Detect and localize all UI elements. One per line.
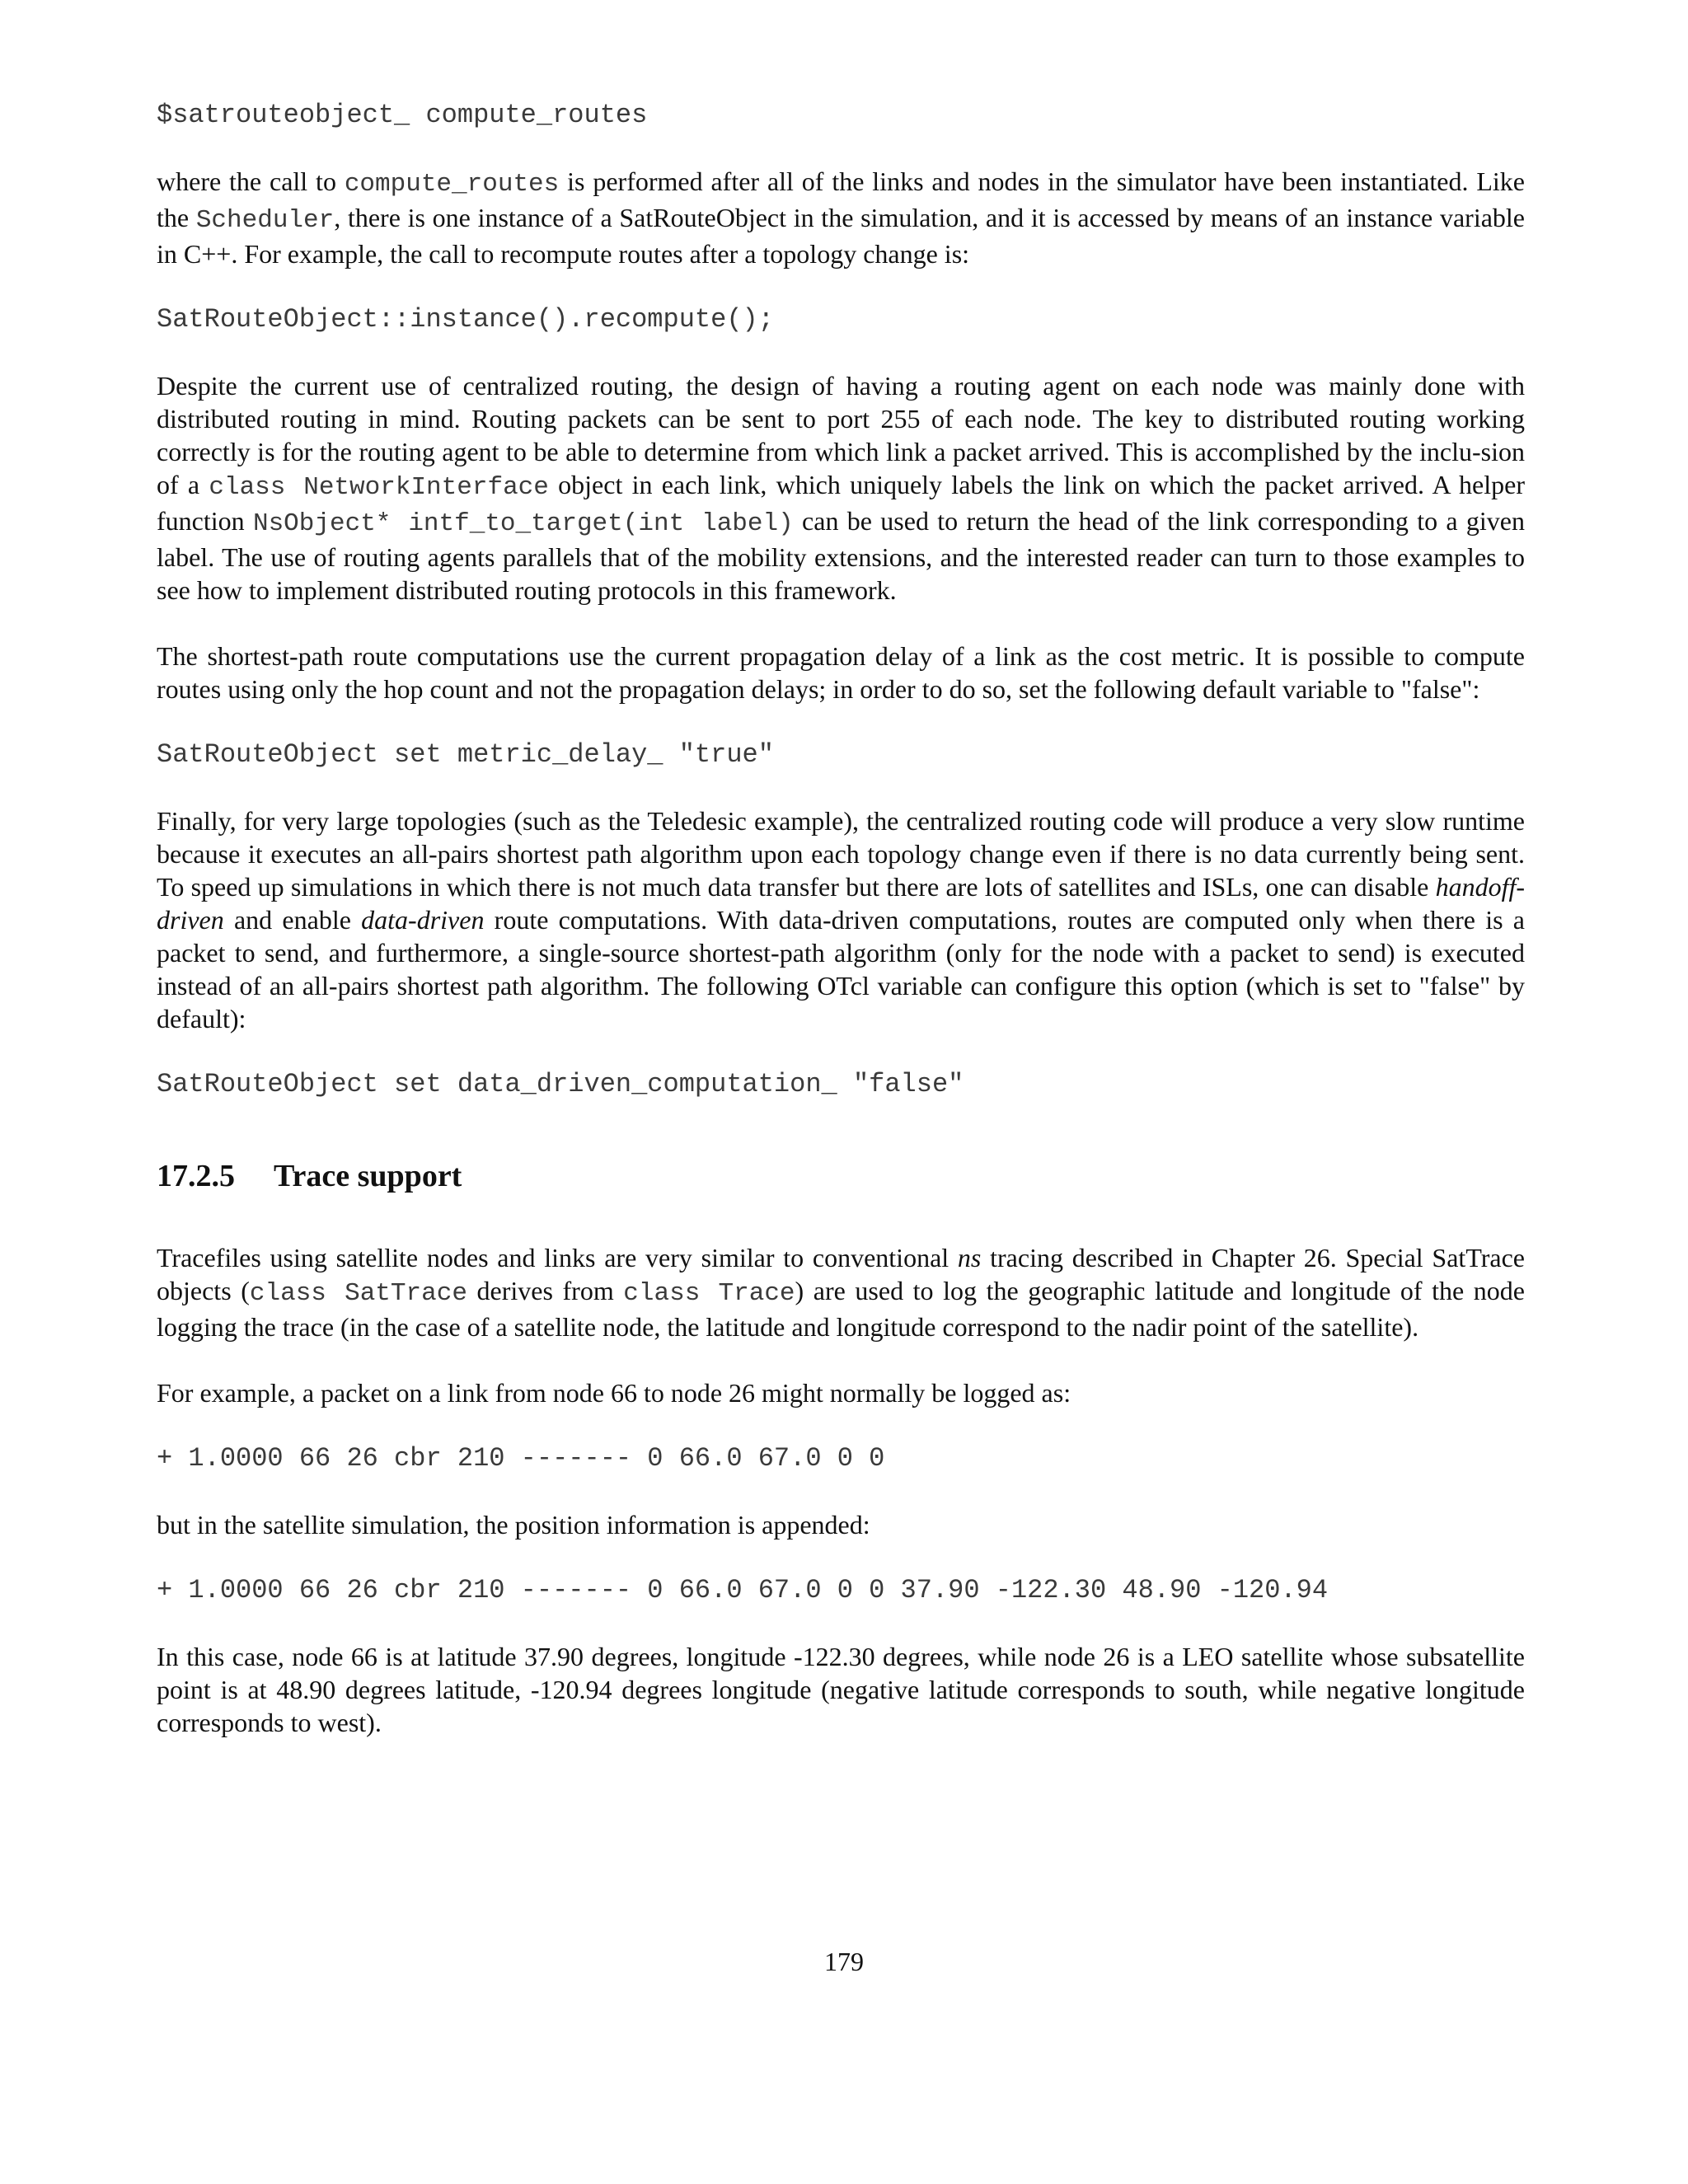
code-inline: class SatTrace — [249, 1279, 467, 1308]
code-compute-routes: $satrouteobject_ compute_routes — [157, 100, 648, 130]
paragraph-shortest-path: The shortest-path route computations use the current propagation delay of a link as the cost metric. It is possible to compute routes using only the hop count and not the propagation delays; in order to do so, set the following default variable to "false": — [157, 641, 1525, 704]
text: ) are used to log the geographic latitude and longitude of the node logging the trace (in the case of a satellite node, the latitude and longitude correspond to the nadir point of the satellite). — [157, 1276, 1526, 1342]
section-number: 17.2.5 — [157, 1159, 235, 1193]
code-inline: Scheduler — [195, 206, 335, 235]
text: Finally, for very large topologies (such as the Teledesic example), the centralized routing code will produce a very slow runtime because it executes an all-pairs shortest path algorithm upon each topology change even if there is no data currently being sent. To speed up simulations in which there is not much data transfer but there are lots of satellites and ISLs, one can disable — [157, 806, 1525, 902]
text: where the call to — [157, 166, 345, 196]
section-heading — [157, 1157, 1525, 1195]
paragraph-example-log: For example, a packet on a link from node 66 to node 26 might normally be logged as: — [157, 1378, 1071, 1408]
text: tracing described in Chapter 26. Special SatTrace objects ( — [157, 1243, 1526, 1305]
paragraph-distributed-routing — [157, 369, 1525, 607]
code-trace-normal: + 1.0000 66 26 cbr 210 ------- 0 66.0 67.0 0 0 — [157, 1443, 885, 1474]
text: is performed after all of the links and nodes in the simulator have been instantiated. Like the — [157, 166, 1526, 232]
emphasis: ns — [957, 1243, 982, 1272]
code-inline: compute_routes — [344, 170, 560, 199]
emphasis: handoff-driven — [157, 872, 1525, 935]
paragraph-compute-routes — [157, 165, 1525, 270]
text: Despite the current use of centralized routing, the design of having a routing agent on each node was mainly done with distributed routing in mind. Routing packets can be sent to port 255 of each node. The key to distributed routing working correctly is for the routing agent to be able to determine from which link a packet arrived. This is accomplished by the inclu-sion of a — [157, 371, 1525, 499]
text: , there is one instance of a SatRouteObject in the simulation, and it is accessed by means of an instance variable in C++. For example, the call to recompute routes after a topology change is: — [157, 203, 1526, 269]
code-recompute: SatRouteObject::instance().recompute(); — [157, 304, 774, 335]
paragraph-large-topologies — [157, 804, 1525, 1035]
code-inline: class NetworkInterface — [209, 473, 549, 502]
section-title: Trace support — [274, 1159, 462, 1193]
text: derives from — [467, 1276, 624, 1305]
paragraph-latitude-explanation: In this case, node 66 is at latitude 37.90 degrees, longitude -122.30 degrees, while node 26 is a LEO satellite whose subsatellite point is at 48.90 degrees latitude, -120.94 degrees longitude (negative latitude corresponds to south, while negative longitude corresponds to west). — [157, 1642, 1525, 1737]
text: Tracefiles using satellite nodes and links are very similar to conventional — [157, 1243, 958, 1272]
text: object in each link, which uniquely labels the link on which the packet arrived. A helper function — [157, 470, 1525, 536]
code-metric-delay: SatRouteObject set metric_delay_ "true" — [157, 739, 774, 770]
code-inline: NsObject* intf_to_target(int label) — [252, 509, 794, 538]
paragraph-tracefiles — [157, 1241, 1525, 1343]
page-number: 179 — [824, 1947, 864, 1976]
text: and enable — [223, 905, 362, 935]
code-data-driven: SatRouteObject set data_driven_computation_ "false" — [157, 1069, 964, 1099]
code-inline: class Trace — [623, 1279, 795, 1308]
document-page — [157, 99, 1525, 1739]
emphasis: data-driven — [361, 905, 485, 935]
text: can be used to return the head of the link corresponding to a given label. The use of routing agents parallels that of the mobility extensions, and the interested reader can turn to those examples to see how to implement distributed routing protocols in this framework. — [157, 506, 1526, 605]
paragraph-position-appended: but in the satellite simulation, the position information is appended: — [157, 1510, 870, 1540]
code-trace-satellite: + 1.0000 66 26 cbr 210 ------- 0 66.0 67.0 0 0 37.90 -122.30 48.90 -120.94 — [157, 1575, 1329, 1605]
text: route computations. With data-driven computations, routes are computed only when there is a packet to send, and furthermore, a single-source shortest-path algorithm (only for the node with a packet to send) is executed instead of an all-pairs shortest path algorithm. The following OTcl variable can configure this option (which is set to "false" by default): — [157, 905, 1526, 1033]
